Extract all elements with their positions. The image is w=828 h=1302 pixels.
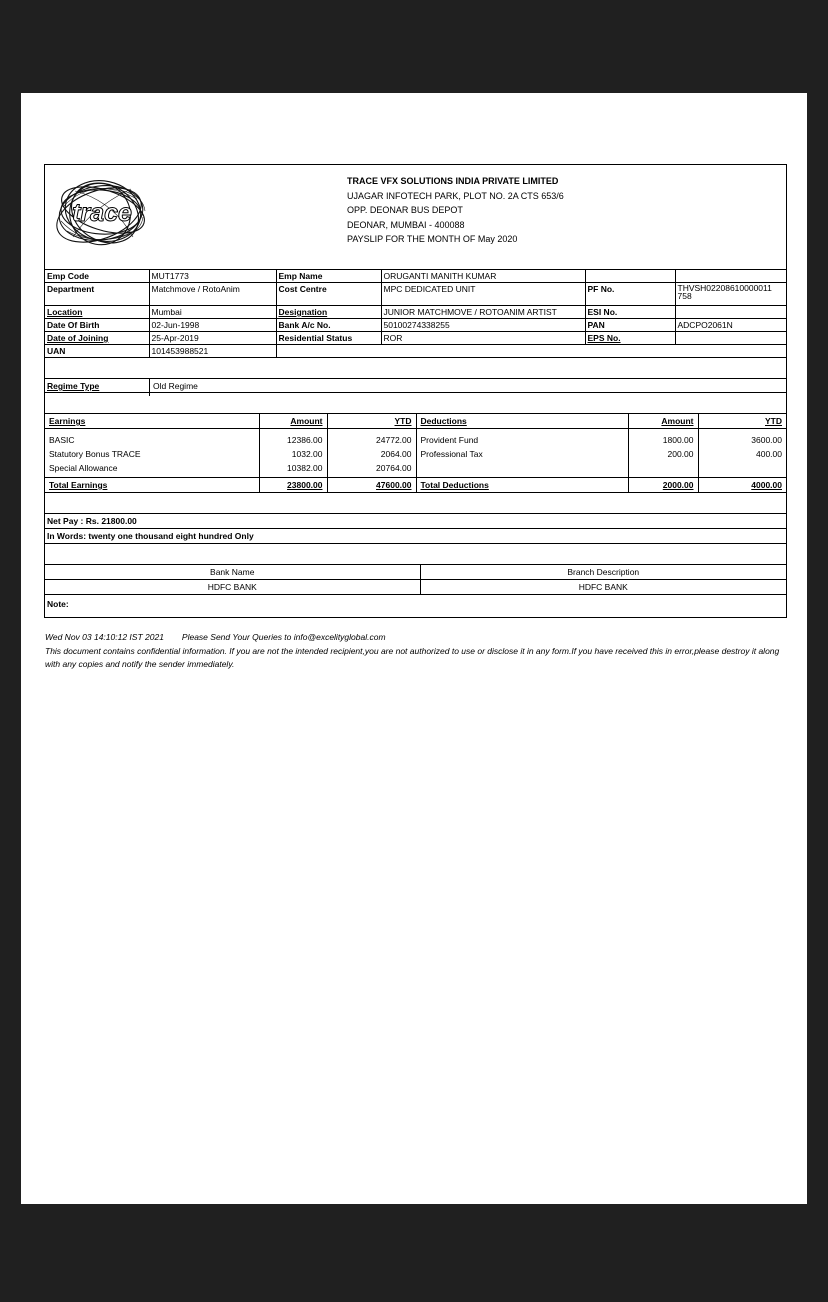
designation-value: JUNIOR MATCHMOVE / ROTOANIM ARTIST	[381, 306, 585, 319]
earning-amount: 10382.00	[259, 461, 327, 478]
table-row	[45, 429, 786, 448]
branch-label: Branch Description	[420, 565, 786, 580]
info-row	[45, 283, 786, 306]
bank-ac-value: 50100274338255	[381, 319, 585, 332]
deduction-ytd-header: YTD	[698, 414, 786, 429]
designation-label: Designation	[276, 306, 381, 319]
bank-ac-label: Bank A/c No.	[276, 319, 381, 332]
footer	[45, 631, 785, 672]
empty-cell	[675, 270, 786, 283]
earning-ytd: 20764.00	[327, 461, 416, 478]
company-address-line2: OPP. DEONAR BUS DEPOT	[347, 205, 463, 215]
earnings-deductions-table	[45, 413, 786, 493]
bank-table	[45, 565, 786, 595]
deduction-name: Provident Fund	[416, 429, 628, 448]
cost-centre-value: MPC DEDICATED UNIT	[381, 283, 585, 306]
department-value: Matchmove / RotoAnim	[149, 283, 276, 306]
esi-no-value	[675, 306, 786, 319]
total-deductions-ytd: 4000.00	[698, 478, 786, 493]
bank-name-label: Bank Name	[45, 565, 420, 580]
earning-name: BASIC	[49, 435, 75, 445]
empty-cell	[585, 270, 675, 283]
trace-logo	[53, 177, 151, 249]
spacer	[45, 393, 786, 413]
regime-value: Old Regime	[149, 379, 201, 396]
spacer	[45, 358, 786, 379]
deductions-header: Deductions	[416, 414, 628, 429]
footer-line1	[45, 631, 785, 645]
deduction-amount-header: Amount	[628, 414, 698, 429]
totals-row	[45, 478, 786, 493]
total-earnings-amount: 23800.00	[259, 478, 327, 493]
pf-no-label: PF No.	[585, 283, 675, 306]
residential-status-value: ROR	[381, 332, 585, 345]
earning-amount: 12386.00	[259, 429, 327, 448]
deduction-name	[416, 461, 628, 478]
doj-label: Date of Joining	[45, 332, 149, 345]
earning-name: Statutory Bonus TRACE	[49, 449, 141, 459]
location-value: Mumbai	[149, 306, 276, 319]
info-row	[45, 345, 786, 358]
company-name: TRACE VFX SOLUTIONS INDIA PRIVATE LIMITED	[347, 176, 559, 186]
note-label: Note:	[47, 599, 69, 609]
pf-no-line2: 758	[677, 291, 692, 301]
deduction-ytd: 400.00	[698, 447, 786, 461]
earning-name: Special Allowance	[49, 463, 118, 473]
footer-queries: Please Send Your Queries to info@excelityglobal.com	[181, 632, 386, 642]
amount-header: Amount	[259, 414, 327, 429]
info-row	[45, 319, 786, 332]
ytd-header: YTD	[327, 414, 416, 429]
pan-value: ADCPO2061N	[675, 319, 786, 332]
regime-label: Regime Type	[47, 381, 100, 391]
deduction-amount: 1800.00	[628, 429, 698, 448]
employee-info-table	[45, 270, 786, 358]
branch-value: HDFC BANK	[420, 580, 786, 595]
payslip-page	[21, 93, 807, 1204]
earnings-header: Earnings	[45, 414, 259, 429]
uan-value: 101453988521	[149, 345, 276, 358]
payslip-title: PAYSLIP FOR THE MONTH OF May 2020	[347, 234, 518, 244]
net-pay-block	[45, 513, 786, 544]
earnings-header-row	[45, 414, 786, 429]
info-row	[45, 332, 786, 345]
net-pay: Net Pay : Rs. 21800.00	[45, 514, 786, 529]
bank-name-value: HDFC BANK	[45, 580, 420, 595]
footer-disclaimer: This document contains confidential information. If you are not the intended recipient,you are not authorized to use or disclose it in any form.If you have received this in error,please destroy it along with any copies and notify the sender immediately.	[45, 645, 780, 669]
info-row	[45, 306, 786, 319]
regime-row	[45, 379, 786, 393]
deduction-ytd: 3600.00	[698, 429, 786, 448]
total-deductions-amount: 2000.00	[628, 478, 698, 493]
net-pay-in-words: In Words: twenty one thousand eight hundred Only	[45, 529, 786, 544]
payslip-header	[45, 165, 786, 270]
location-label: Location	[45, 306, 149, 319]
pf-no-line1: THVSH02208610000011	[677, 283, 772, 293]
deduction-amount	[628, 461, 698, 478]
dob-value: 02-Jun-1998	[149, 319, 276, 332]
emp-name-value: ORUGANTI MANITH KUMAR	[381, 270, 585, 283]
esi-no-label: ESI No.	[585, 306, 675, 319]
eps-no-label: EPS No.	[585, 332, 675, 345]
bank-value-row	[45, 580, 786, 595]
pan-label: PAN	[585, 319, 675, 332]
department-label: Department	[45, 283, 149, 306]
company-block	[347, 174, 564, 247]
pf-no-value	[675, 283, 786, 306]
total-earnings-label: Total Earnings	[45, 478, 259, 493]
emp-code-label: Emp Code	[45, 270, 149, 283]
earning-ytd: 24772.00	[327, 429, 416, 448]
company-address-line3: DEONAR, MUMBAI - 400088	[347, 219, 465, 230]
emp-name-label: Emp Name	[276, 270, 381, 283]
company-address-line1: UJAGAR INFOTECH PARK, PLOT NO. 2A CTS 653/6	[347, 190, 564, 201]
total-earnings-ytd: 47600.00	[327, 478, 416, 493]
cost-centre-label: Cost Centre	[276, 283, 381, 306]
total-deductions-label: Total Deductions	[416, 478, 628, 493]
earning-amount: 1032.00	[259, 447, 327, 461]
residential-status-label: Residential Status	[276, 332, 381, 345]
deduction-name: Professional Tax	[416, 447, 628, 461]
table-row	[45, 447, 786, 461]
logo-wordmark: trace	[72, 199, 132, 227]
footer-timestamp: Wed Nov 03 14:10:12 IST 2021	[45, 632, 164, 642]
deduction-ytd	[698, 461, 786, 478]
empty-cell	[276, 345, 786, 358]
info-row	[45, 270, 786, 283]
spacer	[45, 544, 786, 565]
earning-ytd: 2064.00	[327, 447, 416, 461]
uan-label: UAN	[45, 345, 149, 358]
eps-no-value	[675, 332, 786, 345]
doj-value: 25-Apr-2019	[149, 332, 276, 345]
bank-header-row	[45, 565, 786, 580]
emp-code-value: MUT1773	[149, 270, 276, 283]
table-row	[45, 461, 786, 478]
payslip-document	[44, 164, 787, 618]
spacer	[45, 493, 786, 513]
deduction-amount: 200.00	[628, 447, 698, 461]
dob-label: Date Of Birth	[45, 319, 149, 332]
